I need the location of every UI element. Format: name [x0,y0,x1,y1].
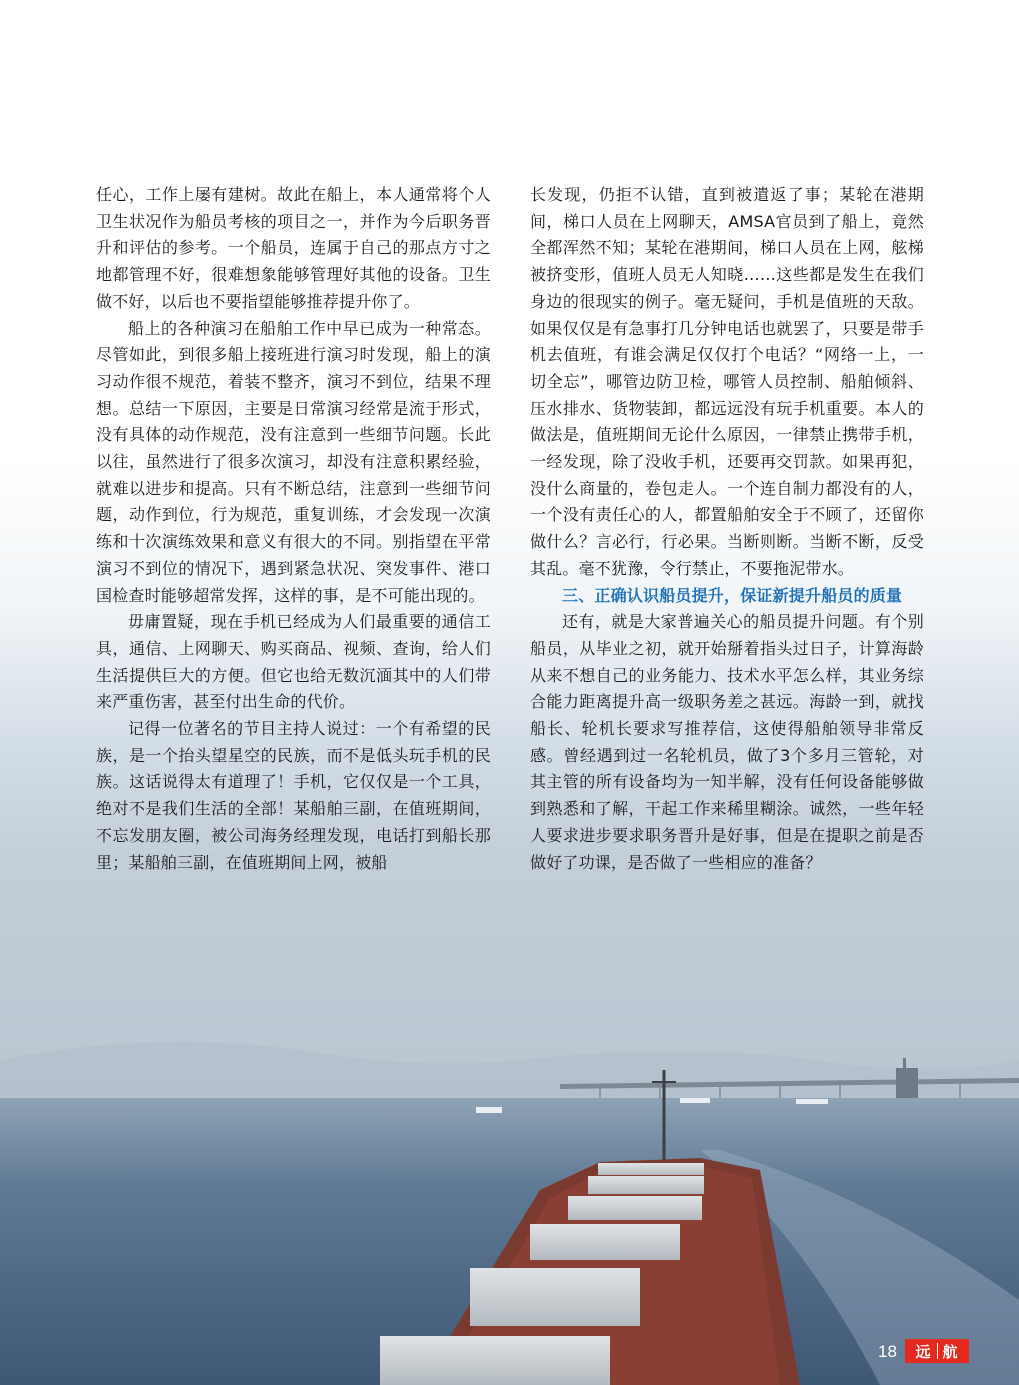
ferry-boat [476,1107,502,1113]
magazine-logo [905,1339,969,1363]
article-left-column [96,182,491,876]
paragraph: 船上的各种演习在船舶工作中早已成为一种常态。尽管如此，到很多船上接班进行演习时发现，船上的演习动作很不规范，着装不整齐，演习不到位，结果不理想。总结一下原因，主要是日常演习经常是流于形式，没有具体的动作规范，没有注意到一些细节问题。长此以往，虽然进行了很多次演习，却没有注意积累经验，就难以进步和提高。只有不断总结，注意到一些细节问题，动作到位，行为规范，重复训练，才会发现一次演练和十次演练效果和意义有很大的不同。别指望在平常演习不到位的情况下，遇到紧急状况、突发事件、港口国检查时能够超常发挥，这样的事，是不可能出现的。 [96,318,491,605]
ship-hatch [568,1196,702,1220]
ship-hatch [588,1176,704,1194]
section-heading: 三、正确认识船员提升，保证新提升船员的质量 [562,585,903,605]
distant-ship [796,1099,828,1104]
ship-hatch [380,1336,610,1385]
paragraph: 任心，工作上屡有建树。故此在船上，本人通常将个人卫生状况作为船员考核的项目之一，并作为今后职务晋升和评估的参考。一个船员，连属于自己的那点方寸之地都管理不好，很难想象能够管理好其他的设备。卫生做不好，以后也不要指望能够推荐提升你了。 [96,185,491,311]
paragraph: 还有，就是大家普遍关心的船员提升问题。有个别船员，从毕业之初，就开始掰着指头过日子，计算海龄从来不想自己的业务能力、技术水平怎么样，其业务综合能力距离提升高一级职务差之甚远。海龄一到，就找船长、轮机长要求写推荐信，这使得船舶领导非常反感。曾经遇到过一名轮机员，做了3个多月三管轮，对其主管的所有设备均为一知半解，没有任何设备能够做到熟悉和了解，干起工作来稀里糊涂。诚然，一些年轻人要求进步要求职务晋升是好事，但是在提职之前是否做好了功课，是否做了一些相应的准备？ [530,612,924,872]
paragraph: 毋庸置疑，现在手机已经成为人们最重要的通信工具，通信、上网聊天、购买商品、视频、查询，给人们生活提供巨大的方便。但它也给无数沉湎其中的人们带来严重伤害，甚至付出生命的代价。 [96,612,491,712]
page-number: 18 [878,1342,897,1361]
distant-ship [680,1098,710,1103]
paragraph: 记得一位著名的节目主持人说过：一个有希望的民族，是一个抬头望星空的民族，而不是低头玩手机的民族。这话说得太有道理了！手机，它仅仅是一个工具，绝对不是我们生活的全部！某船舶三副，在值班期间，不忘发朋友圈，被公司海务经理发现，电话打到船长那里；某船舶三副，在值班期间上网，被船 [96,719,491,872]
logo-char: 航 [942,1342,959,1361]
paragraph: 长发现，仍拒不认错，直到被遣返了事；某轮在港期间，梯口人员在上网聊天，AMSA官员到了船上，竟然全都浑然不知；某轮在港期间，梯口人员在上网，舷梯被挤变形，值班人员无人知晓……这些都是发生在我们身边的很现实的例子。毫无疑问，手机是值班的天敌。如果仅仅是有急事打几分钟电话也就罢了，只要是带手机去值班，有谁会满足仅仅打个电话？“网络一上，一切全忘”，哪管边防卫检，哪管人员控制、船舶倾斜、压水排水、货物装卸，都远远没有玩手机重要。本人的做法是，值班期间无论什么原因，一律禁止携带手机，一经发现，除了没收手机，还要再交罚款。如果再犯，没什么商量的，卷包走人。一个连自制力都没有的人，一个没有责任心的人，都置船舶安全于不顾了，还留你做什么？言必行，行必果。当断则断。当断不断，反受其乱。毫不犹豫，令行禁止，不要拖泥带水。 [530,185,924,578]
logo-char: 远 [915,1342,932,1361]
ship-hatch [470,1268,640,1326]
ship-hatch [598,1163,704,1175]
article-right-column [530,182,924,876]
ship-hatch [530,1224,680,1260]
logo-divider [937,1343,938,1359]
